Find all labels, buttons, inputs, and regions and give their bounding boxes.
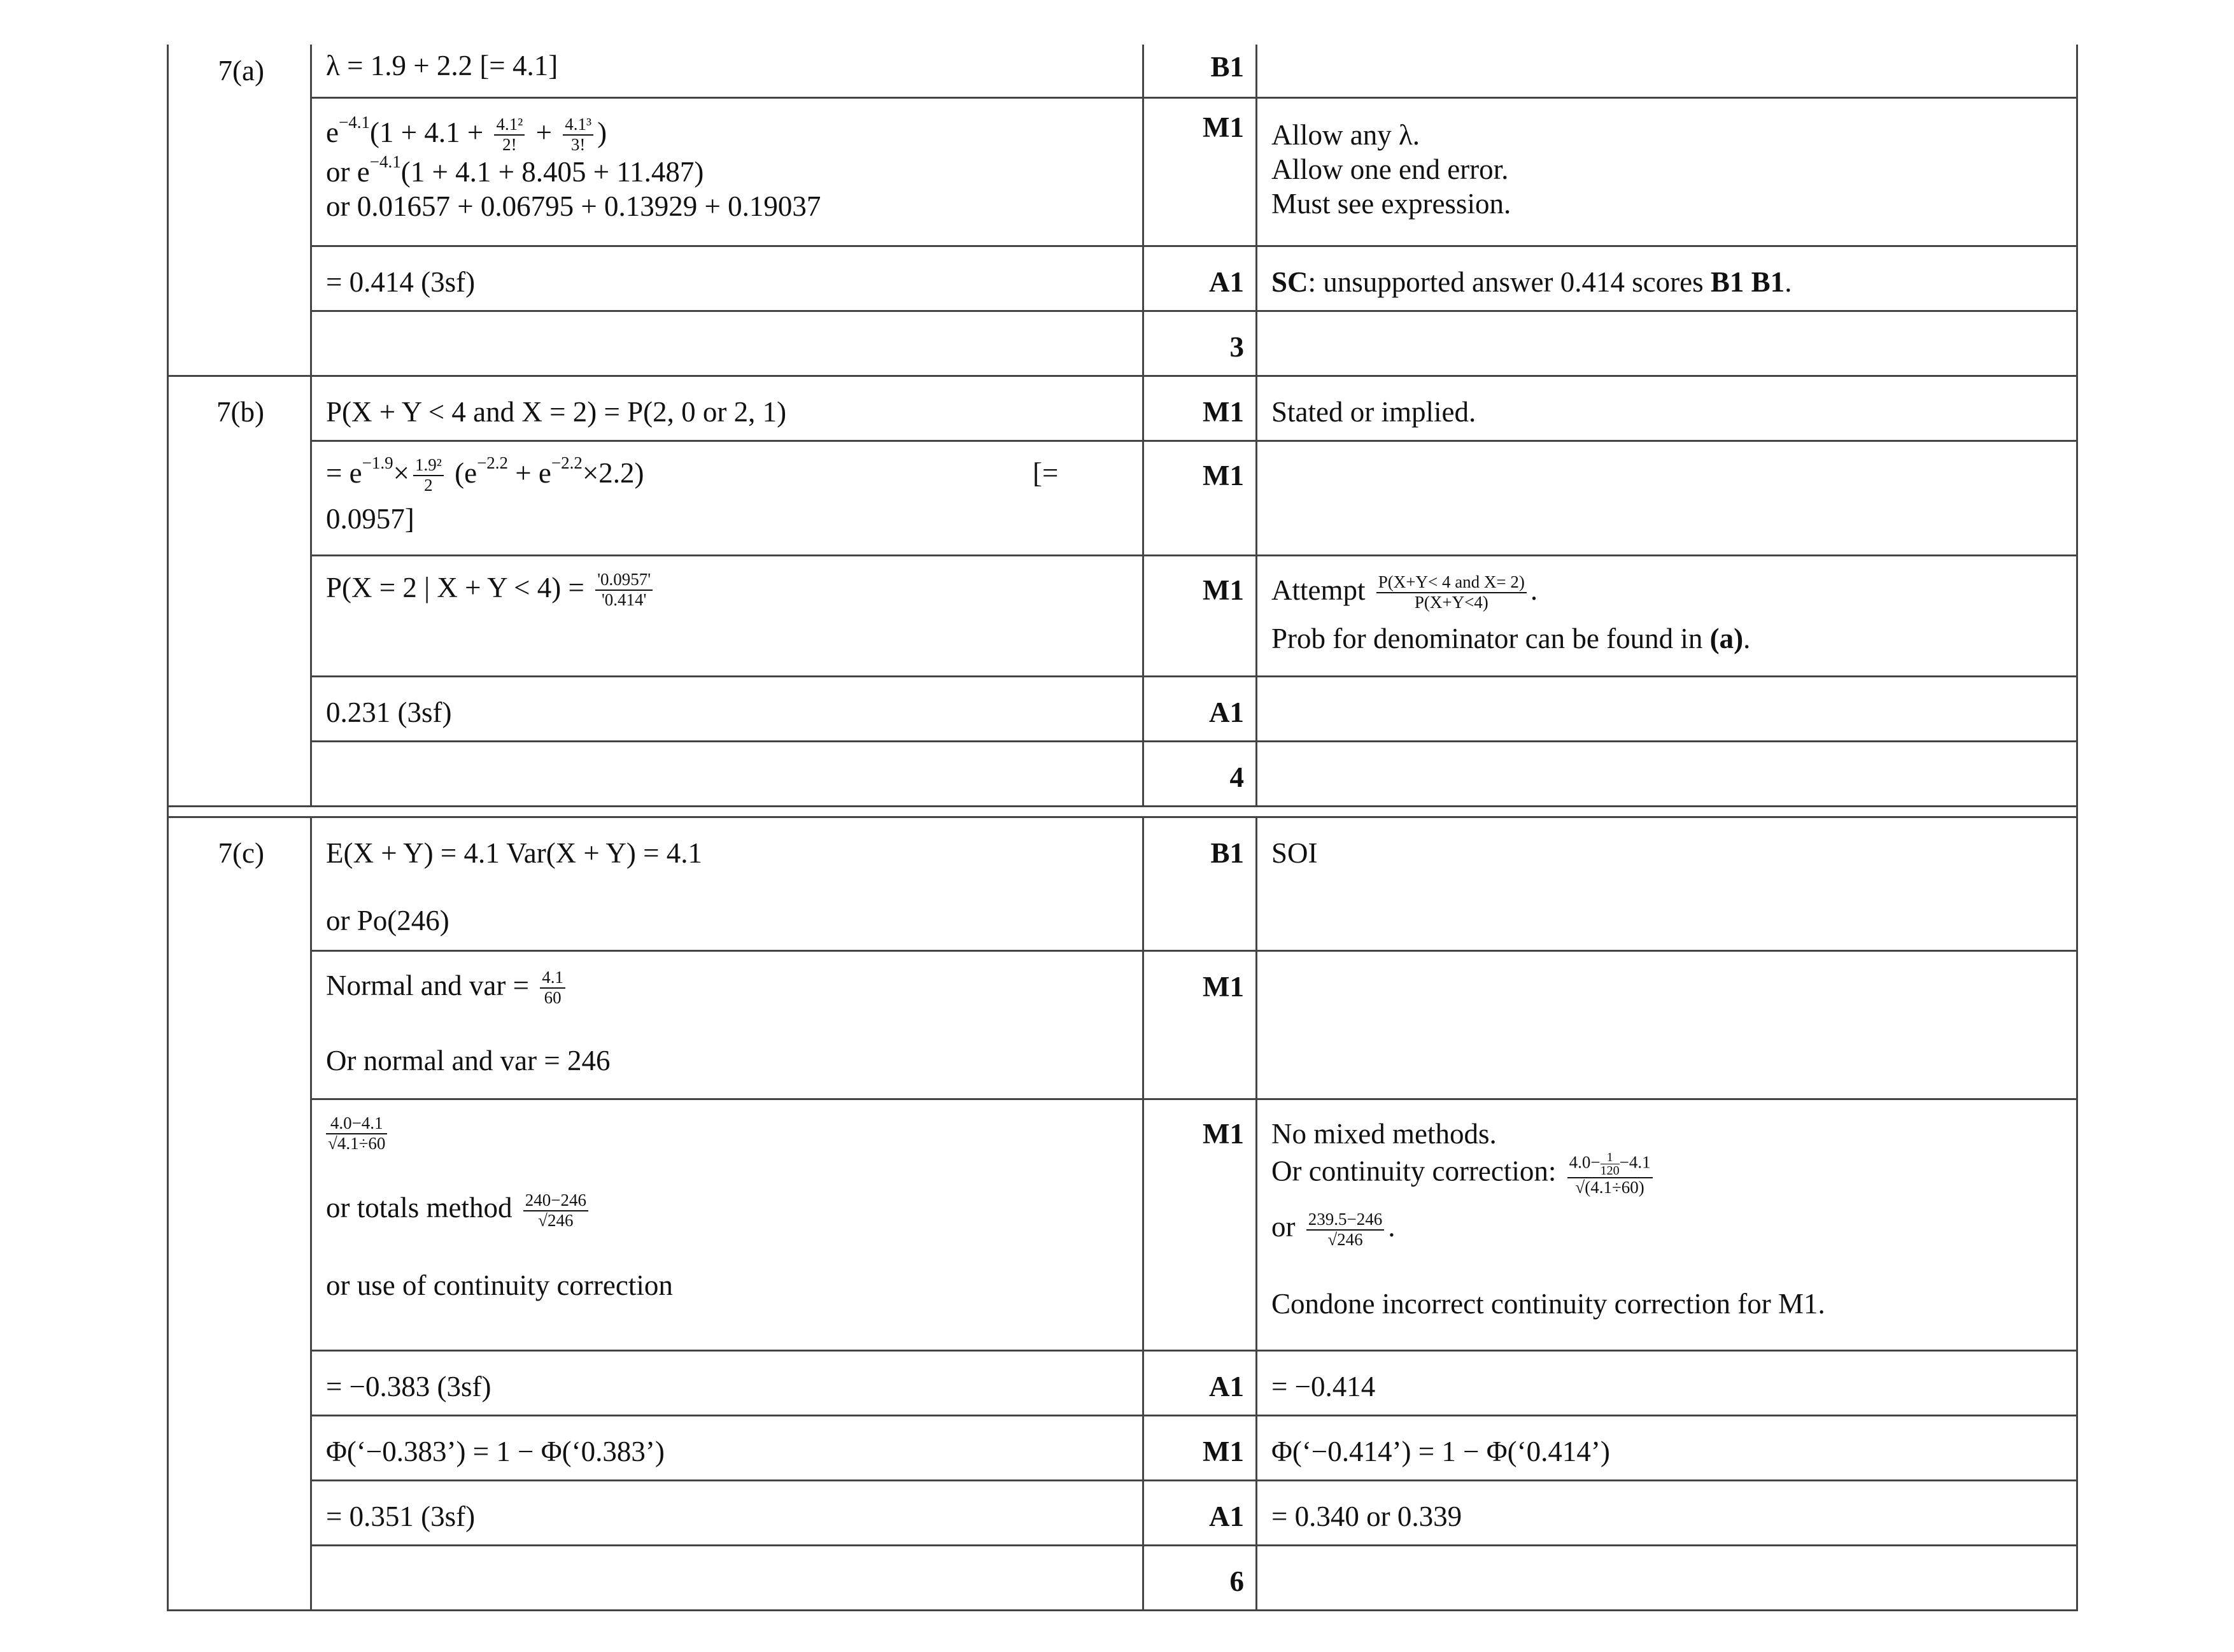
answer-cell: [311, 1099, 1143, 1350]
guidance-cell: [1257, 741, 2077, 806]
text: .: [1530, 574, 1538, 606]
table-row: [168, 1545, 2077, 1610]
text: ×2.2): [582, 456, 644, 489]
part-ref: (a): [1709, 622, 1744, 654]
table-row: [168, 1350, 2077, 1415]
denominator: P(X+Y<4): [1414, 593, 1488, 612]
denominator: √246: [1327, 1229, 1363, 1249]
total-mark: 6: [1143, 1545, 1257, 1610]
answer-line: [326, 968, 1129, 1008]
fraction: [540, 968, 565, 1007]
question-label-7b: 7(b): [168, 376, 311, 806]
fraction: [1376, 573, 1527, 612]
fraction: [413, 456, 444, 495]
answer-cell: 0.231 (3sf): [311, 676, 1143, 741]
sc-label: SC: [1271, 265, 1308, 298]
denominator: 2: [424, 476, 433, 495]
guidance-cell: Φ(‘−0.414’) = 1 − Φ(‘0.414’): [1257, 1415, 2077, 1480]
exponent: −2.2: [477, 453, 509, 472]
question-label-7c: 7(c): [168, 817, 311, 1610]
denominator: '0.414': [601, 590, 647, 610]
mark-cell: M1: [1143, 376, 1257, 441]
mark-cell: A1: [1143, 676, 1257, 741]
answer-cell: [311, 950, 1143, 1099]
denominator: 2!: [502, 135, 517, 155]
mark-cell: A1: [1143, 246, 1257, 311]
guidance-cell: [1257, 1099, 2077, 1350]
answer-cell: [311, 555, 1143, 676]
answer-cell: λ = 1.9 + 2.2 [= 4.1]: [311, 45, 1143, 97]
answer-cell: [311, 1545, 1143, 1610]
mark-cell: B1: [1143, 45, 1257, 97]
text: .: [1388, 1211, 1396, 1243]
mark-cell: B1: [1143, 817, 1257, 950]
guidance-cell: [1257, 555, 2077, 676]
text: or: [1271, 1211, 1303, 1243]
numerator: 1.9²: [413, 456, 444, 476]
answer-cell: [311, 441, 1143, 555]
table-row: [168, 311, 2077, 376]
answer-cell: [311, 97, 1143, 246]
table-row: [168, 97, 2077, 246]
question-label-7a: 7(a): [168, 45, 311, 376]
numerator: 4.1³: [563, 115, 593, 136]
table-row: [168, 1415, 2077, 1480]
mark-scheme: [167, 45, 2076, 1611]
numerator: 4.0−4.1: [326, 1114, 387, 1134]
table-row: [168, 950, 2077, 1099]
guidance-cell: [1257, 676, 2077, 741]
denominator: 120: [1600, 1163, 1620, 1178]
guidance-cell: [1257, 246, 2077, 311]
denominator: √246: [538, 1210, 574, 1230]
answer-line: [326, 1190, 1129, 1230]
denominator: √4.1÷60: [328, 1134, 386, 1154]
gap-cell: [168, 806, 2077, 817]
text: (1 + 4.1 + 8.405 + 11.487): [400, 155, 704, 188]
mark-cell: M1: [1143, 555, 1257, 676]
text: ×: [393, 456, 409, 489]
answer-line: or Po(246): [326, 904, 449, 936]
mark-cell: M1: [1143, 441, 1257, 555]
mark-cell: M1: [1143, 97, 1257, 246]
total-mark: 4: [1143, 741, 1257, 806]
text: (e: [447, 456, 477, 489]
numerator: [1567, 1151, 1653, 1178]
answer-cell: = 0.414 (3sf): [311, 246, 1143, 311]
text: 4.0−: [1569, 1152, 1601, 1172]
guidance-cell: = 0.340 or 0.339: [1257, 1480, 2077, 1545]
guidance-cell: [1257, 45, 2077, 97]
text: Or continuity correction:: [1271, 1155, 1564, 1187]
numerator: 239.5−246: [1306, 1210, 1384, 1231]
total-mark: 3: [1143, 311, 1257, 376]
table-row: [168, 1480, 2077, 1545]
numerator: 1: [1601, 1151, 1620, 1164]
text: Attempt: [1271, 574, 1366, 606]
numerator: '0.0957': [595, 570, 653, 591]
table-row: [168, 1099, 2077, 1350]
table-row: [168, 555, 2077, 676]
table-row: [168, 441, 2077, 555]
guidance-cell: [1257, 311, 2077, 376]
answer-cell: = −0.383 (3sf): [311, 1350, 1143, 1415]
exponent: −4.1: [338, 112, 370, 132]
answer-line: [326, 453, 1129, 495]
guidance-cell: SOI: [1257, 817, 2077, 950]
numerator: P(X+Y< 4 and X= 2): [1376, 573, 1527, 593]
text: +: [528, 116, 560, 148]
answer-line: or 0.01657 + 0.06795 + 0.13929 + 0.19037: [326, 190, 821, 222]
text: or totals method: [326, 1191, 520, 1224]
exponent: −4.1: [369, 152, 401, 171]
fraction: [1306, 1210, 1384, 1249]
denominator: 3!: [570, 135, 586, 155]
table-row: [168, 741, 2077, 806]
answer-cell: [311, 741, 1143, 806]
answer-cell: [311, 311, 1143, 376]
text: P(X = 2 | X + Y < 4) =: [326, 571, 592, 604]
table-row: [168, 817, 2077, 950]
text: + e: [508, 456, 551, 489]
text: Normal and var =: [326, 969, 537, 1001]
text: e: [326, 116, 339, 148]
exponent: −1.9: [362, 453, 393, 472]
guidance-line: [1271, 1210, 2063, 1249]
numerator: 240−246: [523, 1191, 588, 1211]
exponent: −2.2: [551, 453, 583, 472]
guidance-cell: [1257, 441, 2077, 555]
answer-cell: [311, 817, 1143, 950]
answer-line: [326, 1114, 1129, 1154]
bracket-text: [=: [1033, 456, 1059, 489]
fraction: [595, 570, 653, 609]
guidance-line: Allow one end error.: [1271, 153, 1509, 185]
text: .: [1743, 622, 1751, 654]
numerator: 4.1: [540, 968, 565, 989]
denominator: 60: [544, 988, 562, 1008]
answer-line: or use of continuity correction: [326, 1269, 673, 1302]
text: or e: [326, 155, 370, 188]
answer-cell: = 0.351 (3sf): [311, 1480, 1143, 1545]
text: ): [597, 116, 607, 148]
table-row: [168, 676, 2077, 741]
fraction: [326, 1114, 387, 1153]
table-row: [168, 246, 2077, 311]
fraction: [523, 1191, 588, 1230]
answer-line: [326, 152, 1129, 189]
inner-fraction: [1601, 1151, 1620, 1177]
answer-cell: Φ(‘−0.383’) = 1 − Φ(‘0.383’): [311, 1415, 1143, 1480]
text: (1 + 4.1 +: [369, 116, 491, 148]
text: −4.1: [1619, 1152, 1651, 1172]
section-gap: [168, 806, 2077, 817]
fraction: [563, 115, 593, 154]
text: = e: [326, 456, 362, 489]
mark-cell: A1: [1143, 1350, 1257, 1415]
text: .: [1785, 265, 1792, 298]
guidance-line: [1271, 1151, 2063, 1197]
mark-cell: M1: [1143, 950, 1257, 1099]
guidance-line: Allow any λ.: [1271, 118, 1420, 151]
answer-line: E(X + Y) = 4.1 Var(X + Y) = 4.1: [326, 837, 702, 869]
mark-scheme-table: [167, 45, 2078, 1611]
table-row: [168, 45, 2077, 97]
guidance-line: Condone incorrect continuity correction for M1.: [1271, 1287, 1825, 1320]
mark-cell: M1: [1143, 1415, 1257, 1480]
answer-line: [326, 112, 1129, 155]
guidance-cell: [1257, 97, 2077, 246]
guidance-line: Must see expression.: [1271, 187, 1511, 220]
guidance-line: [1271, 621, 2063, 656]
guidance-cell: [1257, 1545, 2077, 1610]
guidance-line: [1271, 573, 2063, 612]
answer-line: 0.0957]: [326, 502, 414, 535]
marks-bold: B1 B1: [1710, 265, 1785, 298]
text: Prob for denominator can be found in: [1271, 622, 1710, 654]
guidance-cell: Stated or implied.: [1257, 376, 2077, 441]
text: : unsupported answer 0.414 scores: [1308, 265, 1711, 298]
answer-line: Or normal and var = 246: [326, 1044, 611, 1077]
answer-cell: P(X + Y < 4 and X = 2) = P(2, 0 or 2, 1): [311, 376, 1143, 441]
mark-cell: A1: [1143, 1480, 1257, 1545]
guidance-line: No mixed methods.: [1271, 1117, 1497, 1150]
guidance-cell: [1257, 950, 2077, 1099]
denominator: √(4.1÷60): [1575, 1177, 1644, 1197]
numerator: 4.1²: [494, 115, 525, 136]
guidance-cell: = −0.414: [1257, 1350, 2077, 1415]
table-row: [168, 376, 2077, 441]
mark-cell: M1: [1143, 1099, 1257, 1350]
fraction: [494, 115, 525, 154]
fraction: [1567, 1151, 1653, 1197]
